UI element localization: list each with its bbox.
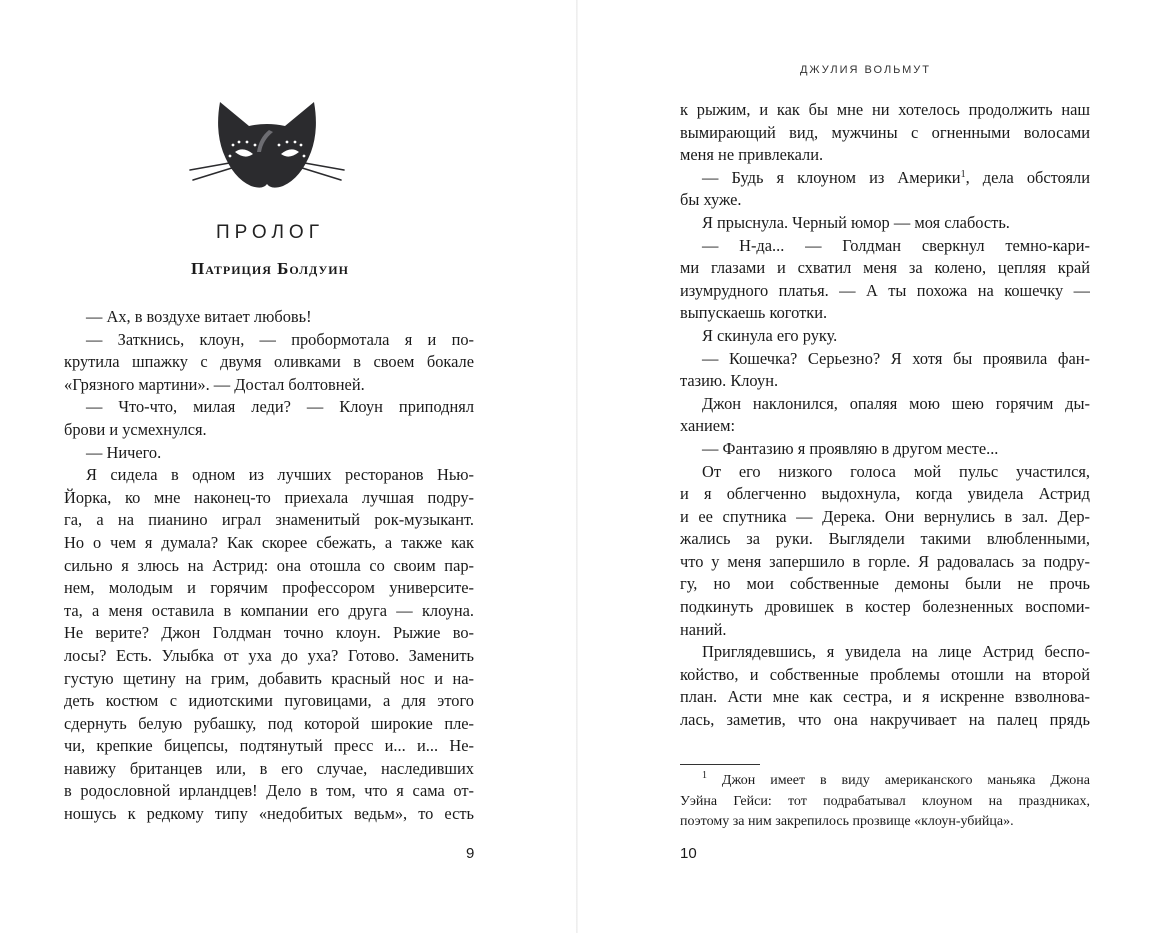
text-line: план. Асти мне как сестра, и я искренне взволнова- <box>680 687 1090 707</box>
text-line: крутила шпажку с двумя оливками в своем бокале <box>64 352 474 372</box>
text-line: — Будь я клоуном из Америки$^1$, дела обстояли <box>702 167 1090 187</box>
text-line: ношусь к редкому типу «недобитых ведьм», то есть <box>64 804 474 824</box>
text-line: Приглядевшись, я увидела на лице Астрид беспо- <box>702 642 1090 662</box>
text-line: — Кошечка? Серьезно? Я хотя бы проявила фан- <box>702 348 1090 368</box>
text-line: лась, заметив, что она накручивает на палец прядь <box>680 710 1090 730</box>
text-line: изумрудного платья. — А ты похожа на кошечку — <box>680 280 1090 300</box>
text-line: густую щетину на грим, добавить красный нос и на- <box>64 668 474 688</box>
text-line: и ее спутника — Дерека. Они вернулись в зал. Дер- <box>680 506 1090 526</box>
text-line: га, а на пианино играл знаменитый рок-музыкант. <box>64 510 474 530</box>
text-line: бы хуже. <box>680 190 742 210</box>
text-line: брови и усмехнулся. <box>64 419 207 439</box>
text-line: та, а меня оставила в компании его друга — клоуна. <box>64 600 474 620</box>
footnote-divider <box>680 764 760 765</box>
footnote-marker[interactable]: 1 <box>960 168 966 180</box>
text-line: — Фантазию я проявляю в другом месте... <box>702 438 999 458</box>
text-line: нем, молодым и горячим профессором университе- <box>64 578 474 598</box>
cat-mask-icon <box>187 100 347 192</box>
text-line: Я скинула его руку. <box>702 325 838 345</box>
body-text <box>680 99 1090 732</box>
text-line: вымирающий вид, мужчины с огненными волосами <box>680 122 1090 142</box>
text-line: сильно я злюсь на Астрид: она отошла со своим пар- <box>64 555 474 575</box>
text-line: — Что-что, милая леди? — Клоун приподнял <box>86 397 474 417</box>
text-line: — Ничего. <box>86 442 162 462</box>
body-text <box>64 306 474 826</box>
text-line: сдернуть белую рубашку, под которой широкие пле- <box>64 713 474 733</box>
text-line: выпускаешь коготки. <box>680 303 828 323</box>
text-line: — Ах, в воздухе витает любовь! <box>86 307 312 326</box>
page-number: 10 <box>680 845 697 862</box>
text-line: меня не привлекали. <box>680 145 824 165</box>
text-line: деть костюм с идиотскими пуговицами, а для этого <box>64 691 474 711</box>
text-line: гу, но мои собственные демоны были не прочь <box>680 574 1090 594</box>
page-number: 9 <box>466 845 475 862</box>
text-line: От его низкого голоса мой пульс участился, <box>702 461 1090 481</box>
text-line: Джон наклонился, опаляя мою шею горячим ды- <box>702 393 1090 413</box>
chapter-subtitle: Патриция Болдуин <box>191 259 349 278</box>
text-line: Но о чем я думала? Как скорее сбежать, а также как <box>64 532 474 552</box>
text-line: наний. <box>680 619 727 639</box>
text-line: Я прыснула. Черный юмор — моя слабость. <box>702 212 1010 232</box>
text-line: в родословной ирландцев! Дело в том, что я сама от- <box>64 781 474 801</box>
text-line: жались за руки. Выглядели такими влюбленными, <box>680 529 1090 549</box>
text-line: ханием: <box>680 416 735 436</box>
chapter-title: ПРОЛОГ <box>215 222 324 243</box>
text-line: — Заткнись, клоун, — пробормотала я и по- <box>86 329 474 349</box>
text-line: чи, крепкие бицепсы, подтянутый пресс и... и... Не- <box>64 736 474 756</box>
text-line: Я сидела в одном из лучших ресторанов Нью- <box>86 465 474 485</box>
footnote-number: 1 <box>702 770 707 781</box>
text-line: навижу британцев или, в его случае, наследивших <box>64 758 474 778</box>
text-line: что у меня запершило в горле. Я радовалась за подру- <box>680 551 1090 571</box>
footnote-line: $^1$ Джон имеет в виду американского маньяка Джона <box>702 770 1090 788</box>
text-line: тазию. Клоун. <box>680 371 779 391</box>
text-line: к рыжим, и как бы мне ни хотелось продолжить наш <box>680 100 1090 119</box>
text-line: Йорка, ко мне наконец-то приехала лучшая подру- <box>64 487 474 507</box>
text-line: подкинуть дровишек в костер болезненных воспоми- <box>680 597 1090 617</box>
text-line: лосы? Есть. Улыбка от уха до уха? Готово. Заменить <box>64 645 474 665</box>
footnote-line: Уэйна Гейси: тот подрабатывал клоуном на праздниках, <box>680 793 1090 809</box>
text-line: ми глазами и схватил меня за колено, цепляя край <box>680 258 1090 278</box>
left-page <box>0 0 576 933</box>
text-line: Не верите? Джон Голдман точно клоун. Рыжие во- <box>64 623 474 643</box>
footnote <box>680 771 1090 833</box>
running-head-author: ДЖУЛИЯ ВОЛЬМУТ <box>799 64 932 76</box>
text-line: и я облегченно выдохнула, когда увидела Астрид <box>680 484 1090 504</box>
text-line: «Грязного мартини». — Достал болтовней. <box>64 374 365 394</box>
footnote-line: поэтому за ним закрепилось прозвище «клоун-убийца». <box>680 814 1014 829</box>
text-line: — Н-да... — Голдман сверкнул темно-кари- <box>702 235 1090 255</box>
right-page <box>578 0 1153 933</box>
text-line: койство, и собственные проблемы отошли на второй <box>680 664 1090 684</box>
